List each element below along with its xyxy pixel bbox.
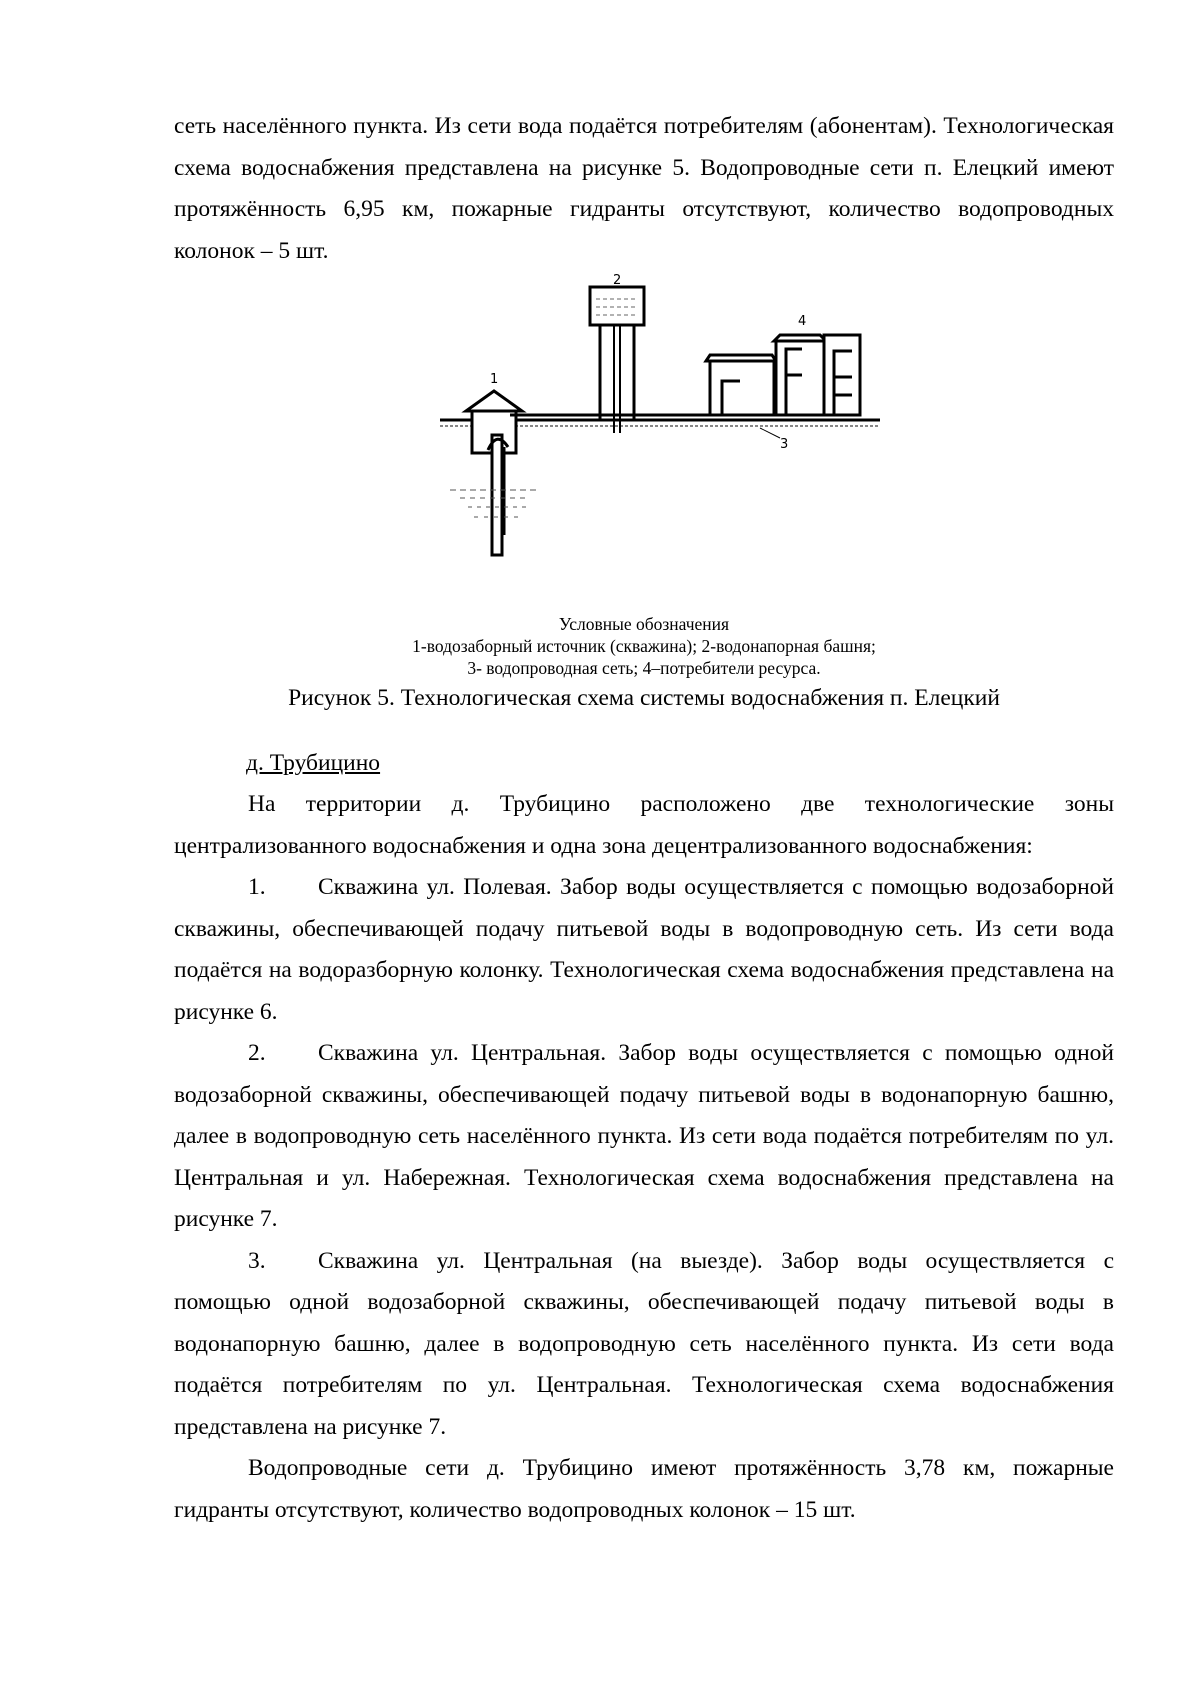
section-intro: На территории д. Трубицино расположено две технологические зоны централизованного водоснабжения и одна зона децентрализованного водоснабжения: [174, 791, 1114, 859]
intro-text: сеть населённого пункта. Из сети вода подаётся потребителям (абонентам). Технологическая схема водоснабжения представлена на рисунке 5. Водопроводные сети п. Елецкий имеют протяжённость 6,95 км, пожарные гидранты отсутствуют, количество водопроводных колонок – 5 шт. [174, 113, 1114, 264]
legend-title: Условные обозначения [558, 614, 730, 634]
closing-paragraph: Водопроводные сети д. Трубицино имеют протяжённость 3,78 км, пожарные гидранты отсутствуют, количество водопроводных колонок – 15 шт. [174, 1455, 1114, 1523]
figure-legend [174, 613, 1114, 679]
section-body [174, 784, 1114, 1531]
water-supply-diagram [440, 273, 900, 595]
list-item [174, 1033, 1114, 1241]
water-tower-icon [590, 287, 644, 433]
label-2: 2 [613, 273, 622, 288]
list-item-text: Скважина ул. Центральная (на выезде). Забор воды осуществляется с помощью одной водозаборной скважины, обеспечивающей подачу питьевой воды в водонапорную башню, далее в водопроводную сеть населённого пункта. Из сети вода подаётся потребителям по ул. Центральная. Технологическая схема водоснабжения представлена на рисунке 7. [174, 1247, 1114, 1440]
list-item-number: 2. [248, 1040, 266, 1066]
list-item-text: Скважина ул. Центральная. Забор воды осуществляется с помощью одной водозаборной скважины, обеспечивающей подачу питьевой воды в водонапорную башню, далее в водопроводную сеть населённого пункта. Из сети вода подаётся потребителям по ул. Центральная и ул. Набережная. Технологическая схема водоснабжения представлена на рисунке 7. [174, 1040, 1114, 1232]
label-1: 1 [490, 372, 499, 387]
list-item-number: 3. [248, 1247, 266, 1274]
consumer-buildings-icon [706, 335, 860, 415]
legend-line-1: 1-водозаборный источник (скважина); 2-водонапорная башня; [412, 636, 876, 656]
label-4: 4 [798, 314, 807, 329]
section-heading: д. Трубицино [246, 750, 381, 776]
intro-paragraph [174, 106, 1114, 272]
label-3-pointer [760, 428, 780, 438]
legend-line-2: 3- водопроводная сеть; 4–потребители ресурса. [467, 658, 821, 678]
figure-caption: Рисунок 5. Технологическая схема системы водоснабжения п. Елецкий [288, 685, 1000, 711]
list-item [174, 867, 1114, 1033]
list-item-text: Скважина ул. Полевая. Забор воды осуществляется с помощью водозаборной скважины, обеспечивающей подачу питьевой воды в водопроводную сеть. Из сети вода подаётся на водоразборную колонку. Технологическая схема водоснабжения представлена на рисунке 6. [174, 874, 1114, 1025]
list-item [174, 1241, 1114, 1449]
list-item-number: 1. [248, 874, 266, 900]
label-3: 3 [780, 437, 789, 452]
